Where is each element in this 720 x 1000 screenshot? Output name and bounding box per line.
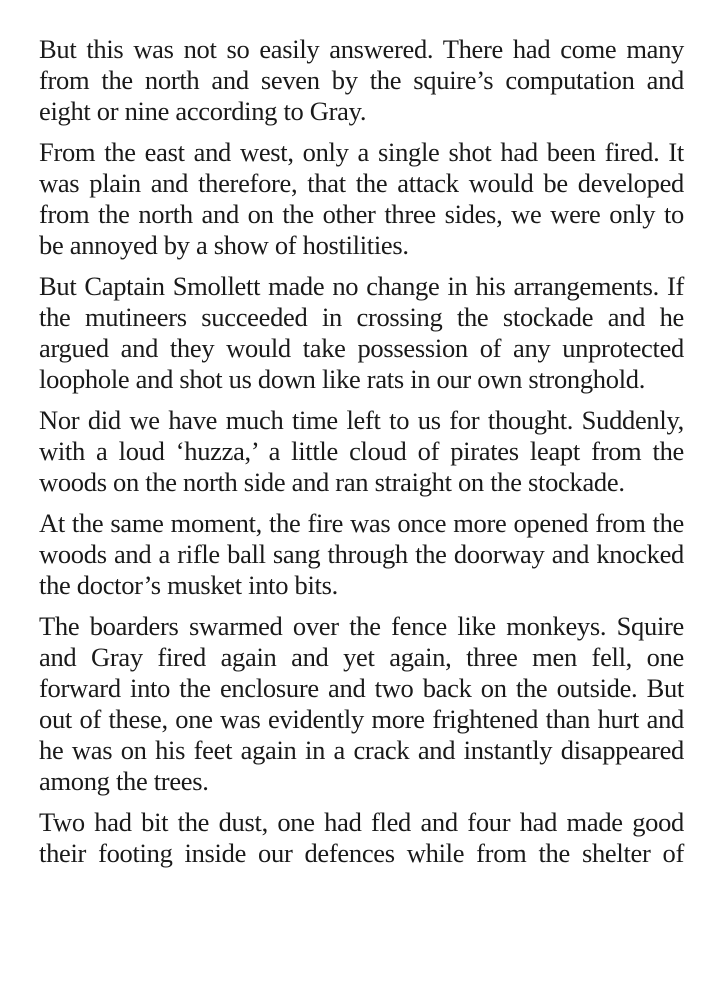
paragraph: Nor did we have much time left to us for thought. Suddenly, with a loud ‘huzza,’ a little cloud of pirates leapt from the woods on the north side and ran straight on the stockade. <box>39 405 684 497</box>
document-page <box>39 34 684 879</box>
paragraph: The boarders swarmed over the fence like monkeys. Squire and Gray fired again and yet again, three men fell, one forward into the enclosure and two back on the outside. But out of these, one was evidently more frightened than hurt and he was on his feet again in a crack and instantly disappeared among the trees. <box>39 611 684 796</box>
paragraph: At the same moment, the fire was once more opened from the woods and a rifle ball sang through the doorway and knocked the doctor’s musket into bits. <box>39 508 684 600</box>
paragraph: But this was not so easily answered. There had come many from the north and seven by the squire’s computation and eight or nine according to Gray. <box>39 34 684 126</box>
paragraph: From the east and west, only a single shot had been fired. It was plain and therefore, that the attack would be developed from the north and on the other three sides, we were only to be annoyed by a show of hostilities. <box>39 137 684 260</box>
paragraph: Two had bit the dust, one had fled and four had made good their footing inside our defences while from the shelter of <box>39 807 684 868</box>
paragraph: But Captain Smollett made no change in his arrangements. If the mutineers succeeded in crossing the stockade and he argued and they would take possession of any unprotected loophole and shot us down like rats in our own stronghold. <box>39 271 684 394</box>
